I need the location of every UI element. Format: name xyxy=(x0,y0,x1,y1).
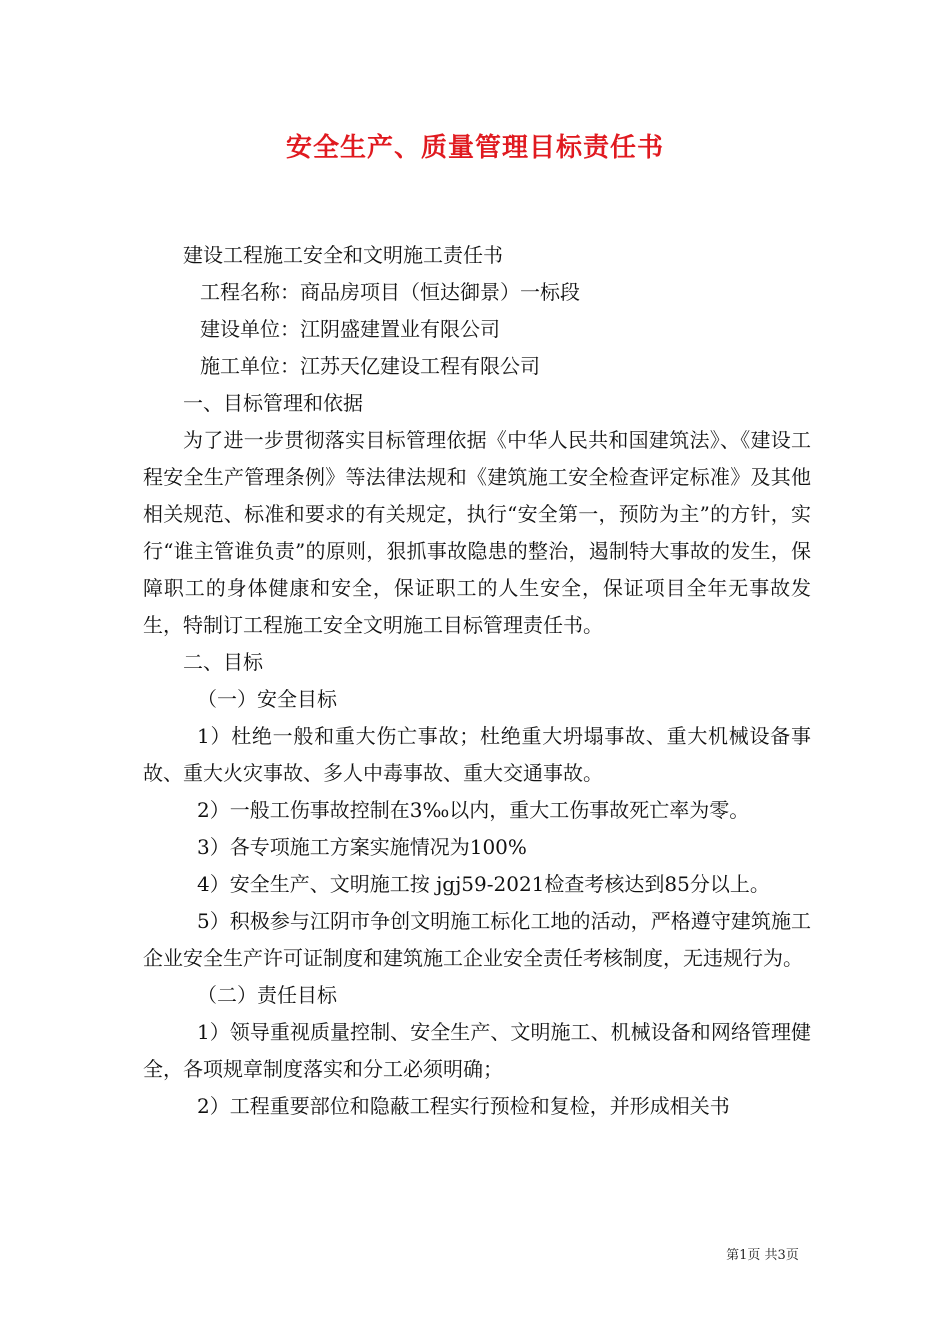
page-number xyxy=(0,1244,950,1263)
subtitle: 建设工程施工安全和文明施工责任书 xyxy=(183,243,503,267)
section-heading-2: 二、目标 xyxy=(183,650,263,674)
document-body xyxy=(143,237,811,1125)
list-item: 5）积极参与江阴市争创文明施工标化工地的活动，严格遵守建筑施工企业安全生产许可证制度和建筑施工企业安全责任考核制度，无违规行为。 xyxy=(143,909,811,970)
list-item: 4）安全生产、文明施工按 jgj59-2021检查考核达到85分以上。 xyxy=(197,872,770,896)
page-number-text: 第1页 共3页 xyxy=(726,1248,799,1263)
list-item: 2）一般工伤事故控制在3‰以内，重大工伤事故死亡率为零。 xyxy=(197,798,750,822)
contractor-line: 施工单位：江苏天亿建设工程有限公司 xyxy=(200,354,540,378)
body-paragraph: 为了进一步贯彻落实目标管理依据《中华人民共和国建筑法》、《建设工程安全生产管理条例》等法律法规和《建筑施工安全检查评定标准》及其他相关规范、标准和要求的有关规定，执行“安全第一，预防为主”的方针，实行“谁主管谁负责”的原则，狠抓事故隐患的整治，遏制特大事故的发生，保障职工的身体健康和安全，保证职工的人生安全，保证项目全年无事故发生，特制订工程施工安全文明施工目标管理责任书。 xyxy=(143,428,811,637)
subsection-heading-safety: （一）安全目标 xyxy=(197,687,337,711)
subsection-heading-responsibility: （二）责任目标 xyxy=(197,983,337,1007)
section-heading-1: 一、目标管理和依据 xyxy=(183,391,363,415)
list-item: 1）领导重视质量控制、安全生产、文明施工、机械设备和网络管理健全，各项规章制度落实和分工必须明确； xyxy=(143,1020,811,1081)
list-item: 1）杜绝一般和重大伤亡事故；杜绝重大坍塌事故、重大机械设备事故、重大火灾事故、多人中毒事故、重大交通事故。 xyxy=(143,724,811,785)
list-item: 2）工程重要部位和隐蔽工程实行预检和复检，并形成相关书 xyxy=(197,1094,730,1118)
builder-line: 建设单位：江阴盛建置业有限公司 xyxy=(200,317,500,341)
page-title: 安全生产、质量管理目标责任书 xyxy=(285,133,664,163)
project-name-line: 工程名称：商品房项目（恒达御景）一标段 xyxy=(200,280,580,304)
list-item: 3）各专项施工方案实施情况为100% xyxy=(197,835,527,859)
